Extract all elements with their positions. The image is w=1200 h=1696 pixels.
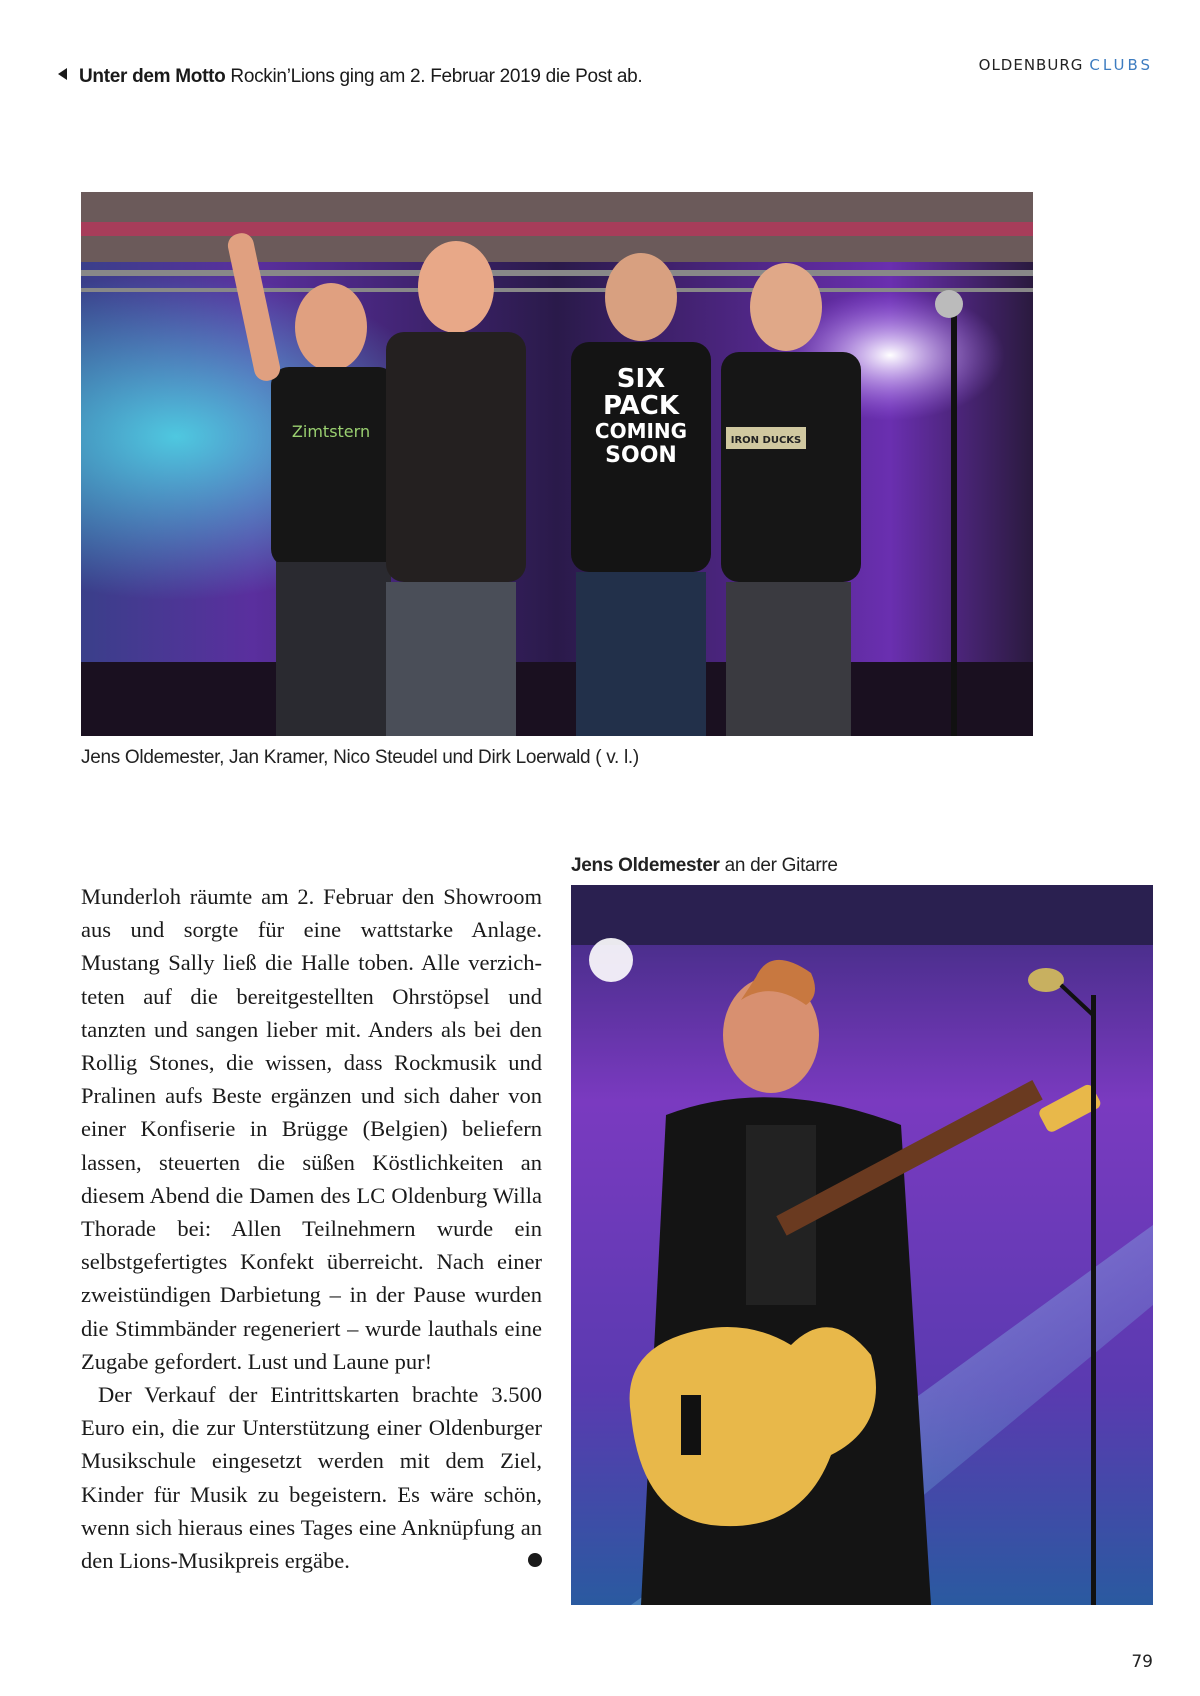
shirt-text-pack: PACK [602, 391, 680, 421]
guitarist-photo [571, 885, 1153, 1605]
article-body [81, 880, 552, 1577]
header-caption-text: Rockin’Lions ging am 2. Februar 2019 die Post ab. [225, 66, 643, 87]
band-photo [81, 192, 1033, 736]
shirt-text-zimtstern: Zimtstern [291, 422, 371, 441]
guitarist-caption-text: an der Gitarre [719, 855, 838, 876]
section-label [979, 56, 1153, 74]
shirt-text-soon: SOON [605, 443, 677, 468]
shirt-text-six: SIX [616, 364, 666, 394]
article-paragraph-2-text: Der Verkauf der Eintrittskarten brachte 3.500 Euro ein, die zur Unterstützung einer Oldenburger Musikschule eingesetzt werden mit dem Ziel, Kinder für Musik zu begeistern. Es wäre schön, wenn sich hieraus eines Tages eine Anknüpfung an den Lions-Musikpreis ergäbe. [81, 1382, 542, 1574]
band-photo-caption: Jens Oldemester, Jan Kramer, Nico Steudel und Dirk Loerwald ( v. l.) [81, 747, 639, 768]
header-caption-bold: Unter dem Motto [79, 66, 226, 87]
guitarist-photo-image [571, 885, 1153, 1605]
shirt-text-coming: COMING [594, 419, 688, 443]
page-number: 79 [1131, 1652, 1153, 1672]
article-paragraph: Munderloh räumte am 2. Februar den Showroom aus und sorgte für eine wattstarke Anlage. Mustang Sally ließ die Halle toben. Alle verzichteten auf die bereitgestellten Ohrstöpsel und tanzten und sangen lieber mit. Anders als bei den Rollig Stones, die wissen, dass Rockmusik und Pralinen aufs Beste ergänzen und sich daher von einer Konfiserie in Brügge (Belgien) beliefern lassen, steuerten die süßen Köstlichkeiten an diesem Abend die Damen des LC Oldenburg Willa Thorade bei: Allen Teilnehmern wurde ein selbstgefertigtes Konfekt überreicht. Nach einer zweistündigen Darbietung – in der Pause wurden die Stimmbänder regeneriert – wurde lauthals eine Zugabe gefordert. Lust und Laune pur! [81, 884, 542, 1374]
header-caption [58, 66, 642, 88]
section-name: CLUBS [1089, 56, 1153, 74]
shirt-text-iron-ducks: IRON DUCKS [730, 435, 802, 446]
triangle-left-icon [58, 68, 67, 80]
section-place: OLDENBURG [978, 56, 1084, 74]
lions-logo-icon: L [528, 1553, 542, 1567]
guitarist-caption-bold: Jens Oldemester [571, 855, 720, 876]
guitarist-photo-caption [571, 855, 838, 877]
article-paragraph-2 [81, 1378, 552, 1577]
band-photo-image [81, 192, 1033, 736]
